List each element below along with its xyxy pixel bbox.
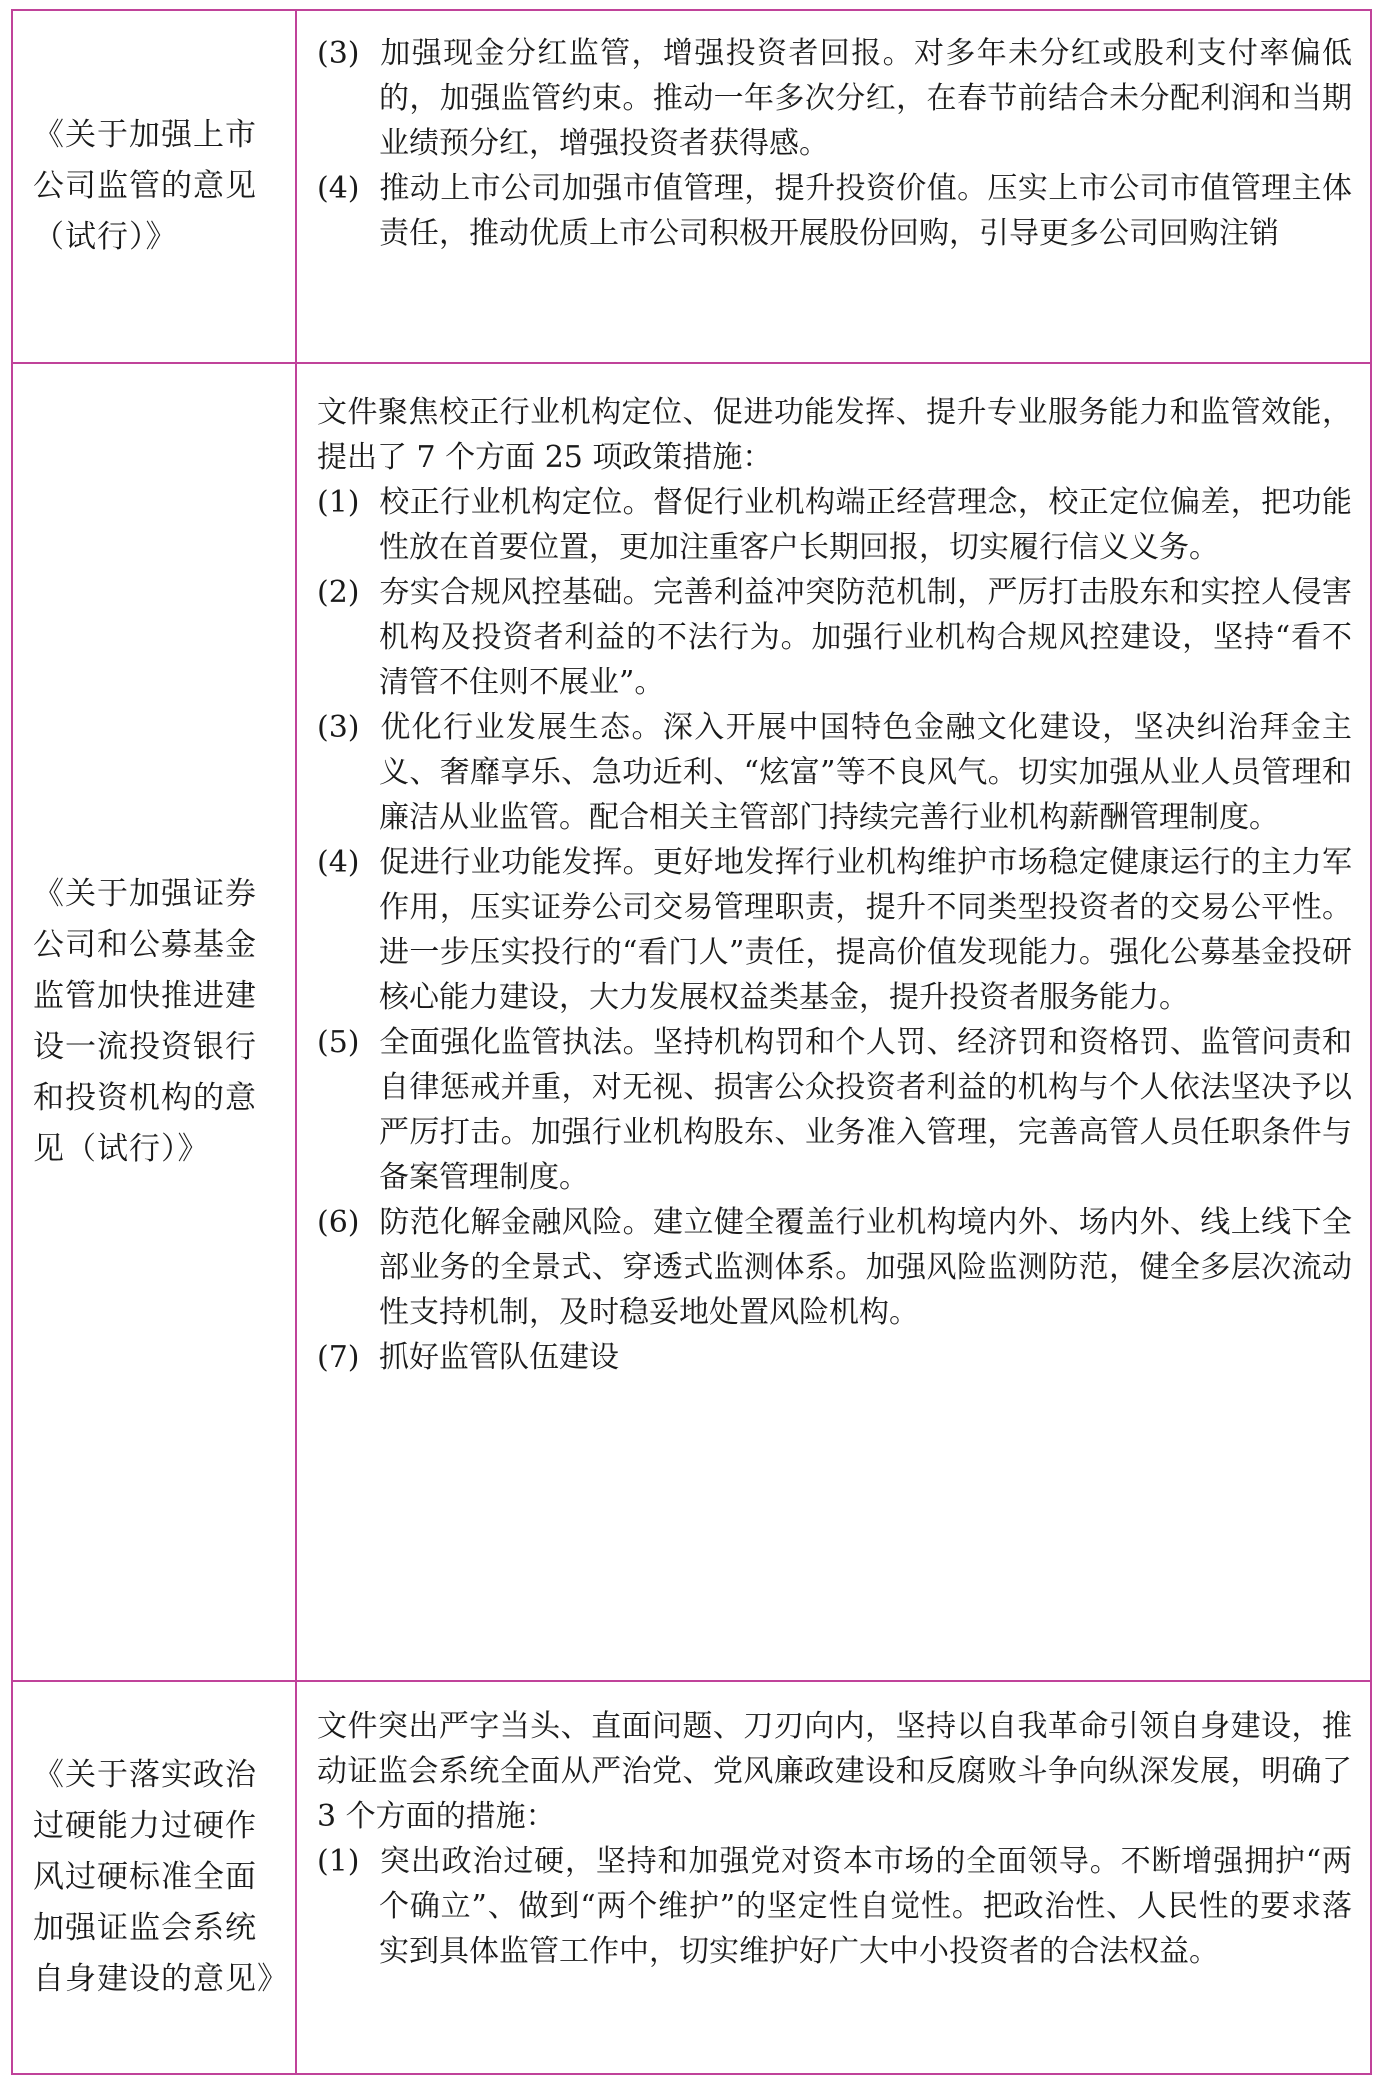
item-text: 加强现金分红监管，增强投资者回报。对多年未分红或股利支付率偏低的，加强监管约束。推动一年多次分红，在春节前结合未分配利润和当期业绩预分红，增强投资者获得感。 <box>379 36 1352 161</box>
item-text: 推动上市公司加强市值管理，提升投资价值。压实上市公司市值管理主体责任，推动优质上市公司积极开展股份回购，引导更多公司回购注销 <box>379 171 1352 251</box>
document-title: 《关于落实政治过硬能力过硬作风过硬标准全面加强证监会系统自身建设的意见》 <box>33 1757 289 1997</box>
measure-item <box>317 480 1352 570</box>
document-title: 《关于加强上市公司监管的意见（试行）》 <box>33 117 257 255</box>
item-text: 促进行业功能发挥。更好地发挥行业机构维护市场稳定健康运行的主力军作用，压实证券公司交易管理职责，提升不同类型投资者的交易公平性。进一步压实投行的“看门人”责任，提高价值发现能力。强化公募基金投研核心能力建设，大力发展权益类基金，提升投资者服务能力。 <box>379 845 1352 1015</box>
item-number: (1) <box>317 485 360 520</box>
intro-paragraph: 文件聚焦校正行业机构定位、促进功能发挥、提升专业服务能力和监管效能，提出了 7 个方面 25 项政策措施： <box>317 395 1352 475</box>
policy-table <box>11 9 1372 2075</box>
measure-item <box>317 840 1352 1020</box>
measures-cell <box>297 364 1370 1680</box>
measure-item <box>317 705 1352 840</box>
item-text: 夯实合规风控基础。完善利益冲突防范机制，严厉打击股东和实控人侵害机构及投资者利益的不法行为。加强行业机构合规风控建设，坚持“看不清管不住则不展业”。 <box>379 575 1352 700</box>
item-text: 校正行业机构定位。督促行业机构端正经营理念，校正定位偏差，把功能性放在首要位置，更加注重客户长期回报，切实履行信义义务。 <box>379 485 1352 565</box>
measure-item <box>317 1020 1352 1200</box>
item-number: (6) <box>317 1205 360 1240</box>
measure-item <box>317 570 1352 705</box>
item-number: (2) <box>317 575 360 610</box>
item-text: 突出政治过硬，坚持和加强党对资本市场的全面领导。不断增强拥护“两个确立”、做到“两个维护”的坚定性自觉性。把政治性、人民性的要求落实到具体监管工作中，切实维护好广大中小投资者的合法权益。 <box>379 1844 1352 1969</box>
measure-item <box>317 1335 1352 1380</box>
document-title-cell <box>13 1682 297 2073</box>
document-title-cell <box>13 364 297 1680</box>
intro-paragraph: 文件突出严字当头、直面问题、刀刃向内，坚持以自我革命引领自身建设，推动证监会系统全面从严治党、党风廉政建设和反腐败斗争向纵深发展，明确了 3 个方面的措施： <box>317 1709 1352 1834</box>
measure-item <box>317 1200 1352 1335</box>
item-text: 防范化解金融风险。建立健全覆盖行业机构境内外、场内外、线上线下全部业务的全景式、穿透式监测体系。加强风险监测防范，健全多层次流动性支持机制，及时稳妥地处置风险机构。 <box>379 1205 1352 1330</box>
measures-cell <box>297 1682 1370 2073</box>
table-row <box>13 1680 1370 2073</box>
item-text: 优化行业发展生态。深入开展中国特色金融文化建设，坚决纠治拜金主义、奢靡享乐、急功近利、“炫富”等不良风气。切实加强从业人员管理和廉洁从业监管。配合相关主管部门持续完善行业机构薪酬管理制度。 <box>379 710 1352 835</box>
measures-cell <box>297 11 1370 362</box>
measure-item <box>317 1839 1352 1974</box>
measure-item <box>317 31 1352 166</box>
table-row <box>13 11 1370 362</box>
document-title: 《关于加强证券公司和公募基金监管加快推进建设一流投资银行和投资机构的意见（试行）》 <box>33 876 257 1167</box>
item-text: 抓好监管队伍建设 <box>379 1340 619 1375</box>
table-row <box>13 362 1370 1680</box>
item-number: (4) <box>317 171 360 206</box>
item-number: (3) <box>317 36 360 71</box>
item-number: (4) <box>317 845 360 880</box>
document-title-cell <box>13 11 297 362</box>
item-text: 全面强化监管执法。坚持机构罚和个人罚、经济罚和资格罚、监管问责和自律惩戒并重，对无视、损害公众投资者利益的机构与个人依法坚决予以严厉打击。加强行业机构股东、业务准入管理，完善高管人员任职条件与备案管理制度。 <box>379 1025 1352 1195</box>
measure-item <box>317 166 1352 256</box>
item-number: (1) <box>317 1844 360 1879</box>
item-number: (7) <box>317 1340 360 1375</box>
item-number: (3) <box>317 710 360 745</box>
item-number: (5) <box>317 1025 360 1060</box>
